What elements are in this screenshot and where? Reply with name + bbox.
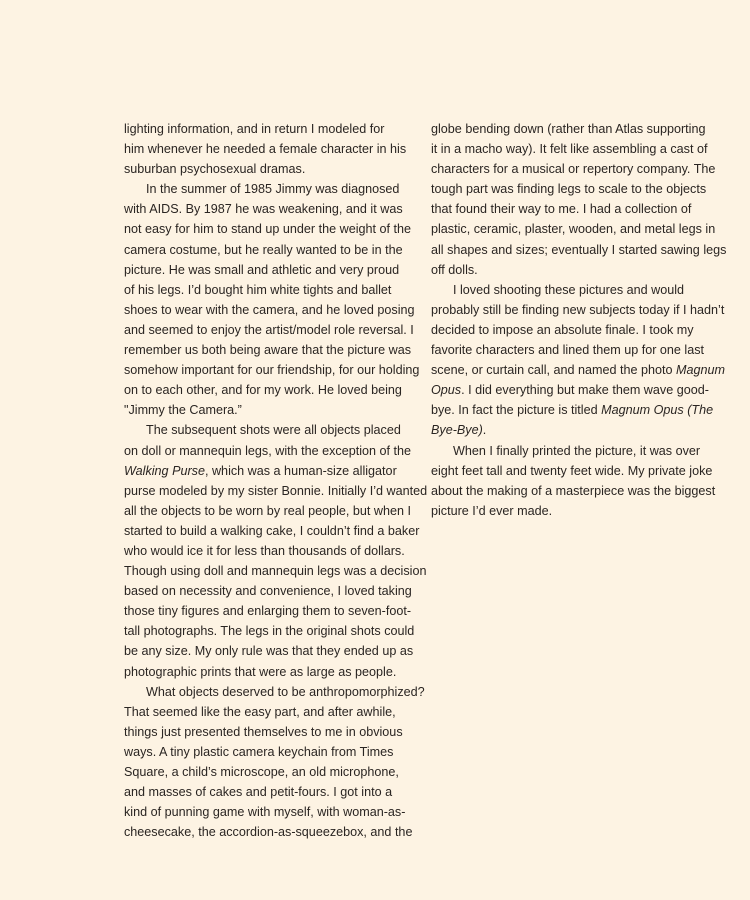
text-run: plastic, ceramic, plaster, wooden, and metal legs in xyxy=(431,222,716,237)
text-run: ways. A tiny plastic camera keychain from Times xyxy=(124,744,394,759)
text-line xyxy=(431,320,743,340)
italic-title-text: Opus xyxy=(431,383,462,398)
text-run: of his legs. I’d bought him white tights and ballet xyxy=(124,282,392,297)
text-line xyxy=(124,581,414,601)
text-line xyxy=(124,742,414,762)
left-text-column xyxy=(124,119,428,842)
text-run: lighting information, and in return I modeled for xyxy=(124,122,385,136)
text-run: all the objects to be worn by real people, but when I xyxy=(124,503,412,518)
text-run: off dolls. xyxy=(431,262,478,277)
text-line xyxy=(431,501,743,521)
text-run: and masses of cakes and petit-fours. I got into a xyxy=(124,785,393,800)
text-run: In the summer of 1985 Jimmy was diagnosed xyxy=(146,182,400,197)
text-line xyxy=(124,260,414,280)
text-line xyxy=(431,340,743,360)
text-line xyxy=(124,722,414,742)
text-run: Though using doll and mannequin legs was a decision xyxy=(124,564,427,579)
text-line xyxy=(124,521,420,541)
text-run: eight feet tall and twenty feet wide. My private joke xyxy=(431,463,713,478)
text-run: "Jimmy the Camera.” xyxy=(124,403,242,418)
text-line xyxy=(431,139,743,159)
text-line xyxy=(431,260,743,280)
text-line xyxy=(124,280,414,300)
text-line xyxy=(124,641,414,661)
text-line xyxy=(124,702,414,722)
text-line xyxy=(124,441,414,461)
text-run: cheesecake, the accordion-as-squeezebox, and the xyxy=(124,825,413,840)
text-run: . xyxy=(482,423,487,438)
text-line xyxy=(431,400,743,420)
text-line xyxy=(124,541,414,561)
text-run: I loved shooting these pictures and would xyxy=(453,282,685,297)
text-run: bye. In fact the picture is titled xyxy=(431,403,602,418)
text-run: suburban psychosexual dramas. xyxy=(124,162,306,177)
text-run: globe bending down (rather than Atlas supporting xyxy=(431,122,706,136)
text-line xyxy=(124,762,414,782)
text-line xyxy=(124,360,420,380)
text-run: , which was a human-size alligator xyxy=(204,463,397,478)
text-line xyxy=(124,501,414,521)
text-run: probably still be finding new subjects today if I hadn’t xyxy=(431,302,725,317)
text-line xyxy=(431,179,743,199)
text-run: on doll or mannequin legs, with the exception of the xyxy=(124,443,412,458)
text-line xyxy=(124,159,414,179)
text-run: shoes to wear with the camera, and he loved posing xyxy=(124,302,415,317)
text-line xyxy=(124,300,414,320)
text-run: all shapes and sizes; eventually I started sawing legs xyxy=(431,242,727,257)
right-text-column xyxy=(431,119,743,521)
text-run: What objects deserved to be anthropomorphized? xyxy=(146,684,425,699)
text-run: who would ice it for less than thousands of dollars. xyxy=(124,543,405,558)
text-line xyxy=(124,822,414,842)
text-line xyxy=(431,481,743,501)
text-line xyxy=(124,420,414,440)
text-line xyxy=(431,280,743,300)
text-run: decided to impose an absolute finale. I took my xyxy=(431,322,694,337)
text-run: photographic prints that were as large as people. xyxy=(124,664,397,679)
text-run: him whenever he needed a female character in his xyxy=(124,142,407,157)
text-line xyxy=(431,199,743,219)
text-line xyxy=(124,400,414,420)
text-run: that found their way to me. I had a collection of xyxy=(431,202,692,217)
text-line xyxy=(124,782,414,802)
text-line xyxy=(124,340,414,360)
text-run: scene, or curtain call, and named the photo xyxy=(431,363,677,378)
text-run: favorite characters and lined them up for one last xyxy=(431,343,705,358)
text-line xyxy=(431,360,743,380)
italic-title-text: Magnum xyxy=(676,363,726,378)
text-line xyxy=(431,240,743,260)
text-line xyxy=(124,199,414,219)
text-run: started to build a walking cake, I couldn’t find a baker xyxy=(124,523,420,538)
text-run: kind of punning game with myself, with woman-as- xyxy=(124,805,406,820)
text-line xyxy=(124,219,414,239)
text-run: on to each other, and for my work. He loved being xyxy=(124,383,402,398)
text-run: it in a macho way). It felt like assembling a cast of xyxy=(431,142,708,157)
text-line xyxy=(124,179,414,199)
italic-title-text: Magnum Opus (The xyxy=(601,403,714,418)
text-run: be any size. My only rule was that they ended up as xyxy=(124,644,414,659)
text-run: those tiny figures and enlarging them to seven-foot- xyxy=(124,604,412,619)
text-line xyxy=(124,461,414,481)
text-run: When I finally printed the picture, it was over xyxy=(453,443,701,458)
text-line xyxy=(431,300,743,320)
text-line xyxy=(124,601,414,621)
text-run: picture. He was small and athletic and very proud xyxy=(124,262,400,277)
text-line xyxy=(124,320,414,340)
text-run: about the making of a masterpiece was the biggest xyxy=(431,483,716,498)
text-line xyxy=(431,461,743,481)
text-run: . I did everything but make them wave good- xyxy=(461,383,709,398)
text-line xyxy=(124,662,414,682)
text-line xyxy=(431,441,743,461)
text-run: picture I’d ever made. xyxy=(431,503,553,518)
text-run: The subsequent shots were all objects placed xyxy=(146,423,401,438)
text-line xyxy=(124,802,414,822)
text-line xyxy=(124,682,425,702)
text-run: Square, a child’s microscope, an old microphone, xyxy=(124,765,399,779)
text-line xyxy=(431,159,743,179)
italic-title-text: Bye-Bye) xyxy=(431,423,483,438)
text-line xyxy=(124,561,427,581)
text-line xyxy=(124,380,414,400)
text-line xyxy=(431,380,743,400)
text-run: tall photographs. The legs in the original shots could xyxy=(124,624,415,639)
text-run: based on necessity and convenience, I loved taking xyxy=(124,584,412,599)
text-run: camera costume, but he really wanted to be in the xyxy=(124,242,403,257)
text-run: not easy for him to stand up under the weight of the xyxy=(124,222,412,237)
text-line xyxy=(124,119,414,139)
text-run: things just presented themselves to me in obvious xyxy=(124,724,403,739)
italic-title-text: Walking Purse xyxy=(124,463,205,478)
text-line xyxy=(431,219,743,239)
text-run: tough part was finding legs to scale to the objects xyxy=(431,182,707,197)
text-line xyxy=(124,139,414,159)
text-run: characters for a musical or repertory company. The xyxy=(431,162,716,177)
text-run: somehow important for our friendship, for our holding xyxy=(124,363,420,378)
text-run: with AIDS. By 1987 he was weakening, and it was xyxy=(124,202,403,217)
text-line xyxy=(431,420,743,440)
text-line xyxy=(431,119,743,139)
text-line xyxy=(124,240,414,260)
text-run: remember us both being aware that the picture was xyxy=(124,343,412,358)
text-run: purse modeled by my sister Bonnie. Initially I’d wanted xyxy=(124,483,428,498)
text-line xyxy=(124,481,428,501)
text-line xyxy=(124,621,414,641)
text-run: and seemed to enjoy the artist/model role reversal. I xyxy=(124,322,414,337)
text-run: That seemed like the easy part, and after awhile, xyxy=(124,704,396,719)
